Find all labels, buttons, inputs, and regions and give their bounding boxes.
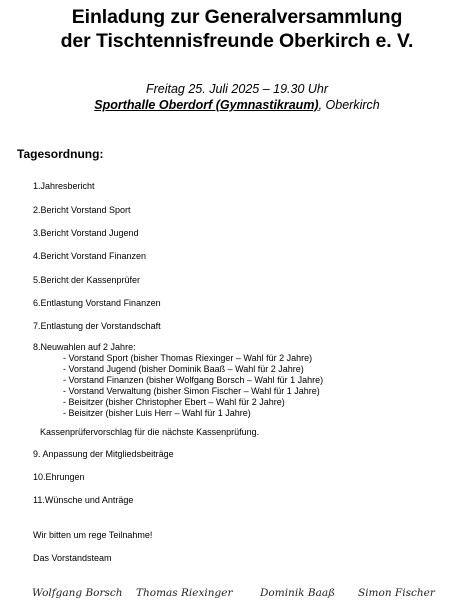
election-entry-verwaltung: - Vorstand Verwaltung (bisher Simon Fischer – Wahl für 1 Jahre) bbox=[63, 386, 320, 396]
signature-dominik-baass: Dominik Baaß bbox=[260, 587, 336, 599]
document-title-line-2: der Tischtennisfreunde Oberkirch e. V. bbox=[60, 30, 414, 52]
election-entry-jugend: - Vorstand Jugend (bisher Dominik Baaß – Wahl für 2 Jahre) bbox=[63, 364, 304, 374]
election-list bbox=[63, 353, 323, 419]
agenda-item-6: 6.Entlastung Vorstand Finanzen bbox=[33, 298, 161, 308]
signature-row bbox=[0, 587, 474, 600]
agenda-item-5: 5.Bericht der Kassenprüfer bbox=[33, 275, 141, 285]
board-signoff: Das Vorstandsteam bbox=[33, 553, 112, 563]
document-title-line-1: Einladung zur Generalversammlung bbox=[71, 6, 403, 28]
participation-request: Wir bitten um rege Teilnahme! bbox=[33, 530, 153, 540]
election-entry-beisitzer-2: - Beisitzer (bisher Luis Herr – Wahl für 1 Jahre) bbox=[63, 408, 251, 418]
agenda-item-1: 1.Jahresbericht bbox=[33, 181, 95, 191]
election-entry-sport: - Vorstand Sport (bisher Thomas Riexinger – Wahl für 2 Jahre) bbox=[63, 353, 313, 363]
agenda-item-9: 9. Anpassung der Mitgliedsbeiträge bbox=[33, 449, 174, 459]
election-entry-finanzen: - Vorstand Finanzen (bisher Wolfgang Borsch – Wahl für 1 Jahre) bbox=[63, 375, 324, 385]
signature-wolfgang-borsch: Wolfgang Borsch bbox=[32, 587, 123, 599]
agenda-item-8: 8.Neuwahlen auf 2 Jahre: bbox=[33, 342, 136, 352]
auditor-proposal-note: Kassenprüfervorschlag für die nächste Kassenprüfung. bbox=[40, 427, 260, 437]
election-entry-beisitzer-1: - Beisitzer (bisher Christopher Ebert – Wahl für 2 Jahre) bbox=[63, 397, 285, 407]
agenda-heading: Tagesordnung: bbox=[17, 147, 104, 161]
event-location bbox=[0, 97, 474, 113]
event-venue: Sporthalle Oberdorf (Gymnastikraum) bbox=[94, 98, 319, 112]
event-date-time: Freitag 25. Juli 2025 – 19.30 Uhr bbox=[145, 82, 329, 96]
agenda-item-2: 2.Bericht Vorstand Sport bbox=[33, 205, 131, 215]
agenda-item-3: 3.Bericht Vorstand Jugend bbox=[33, 228, 139, 238]
agenda-item-11: 11.Wünsche und Anträge bbox=[33, 495, 134, 505]
signature-simon-fischer: Simon Fischer bbox=[358, 587, 435, 599]
agenda-item-4: 4.Bericht Vorstand Finanzen bbox=[33, 251, 147, 261]
agenda-item-7: 7.Entlastung der Vorstandschaft bbox=[33, 321, 161, 331]
event-town: , Oberkirch bbox=[318, 98, 380, 112]
signature-thomas-riexinger: Thomas Riexinger bbox=[136, 587, 233, 599]
agenda-item-10: 10.Ehrungen bbox=[33, 472, 85, 482]
